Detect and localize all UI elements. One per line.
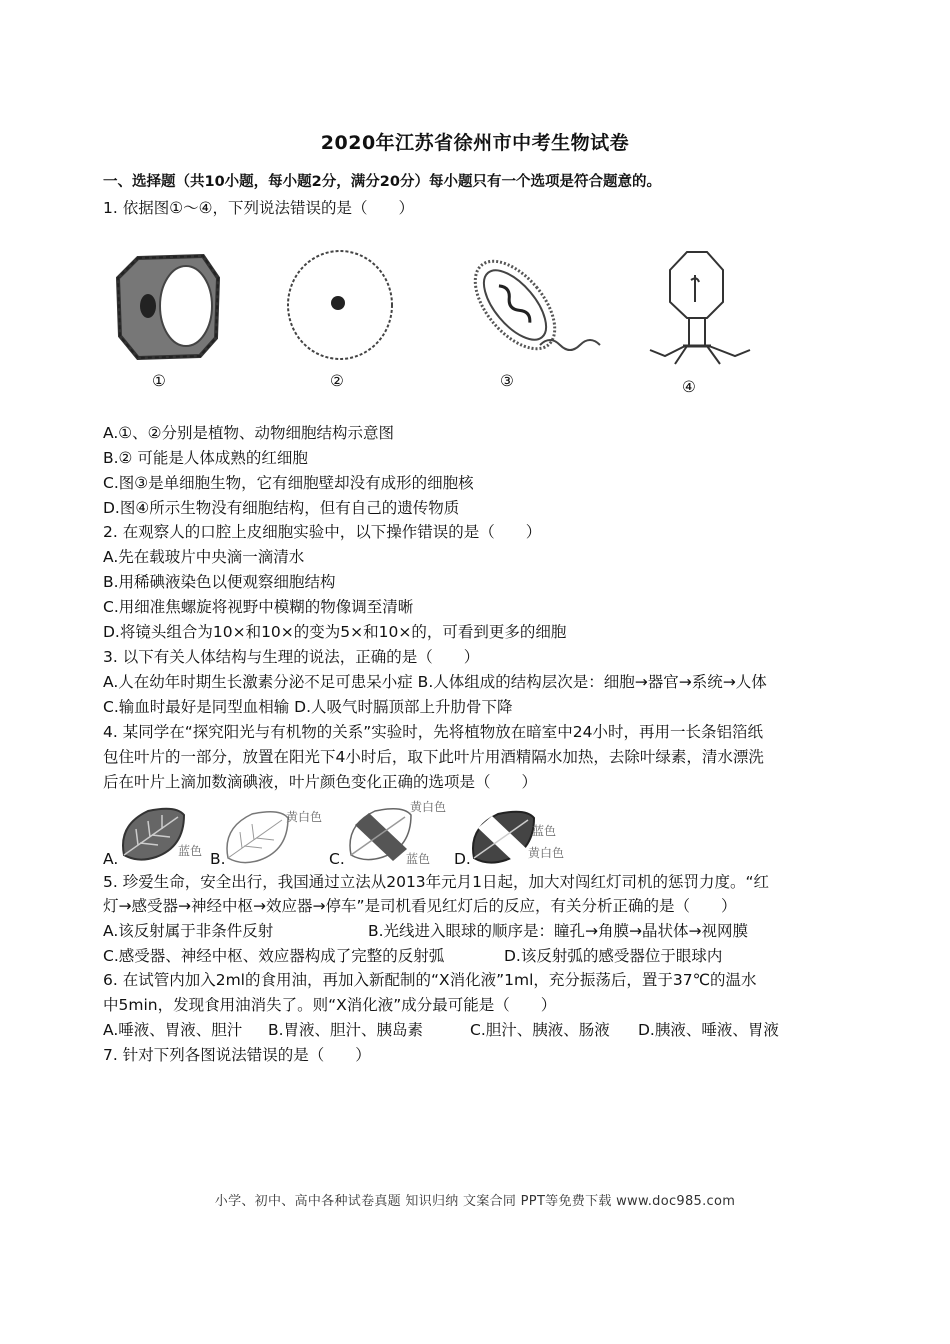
q7-stem: 7. 针对下列各图说法错误的是（ ） <box>103 1046 371 1064</box>
figure-label-1: ① <box>152 372 166 390</box>
virus-figure <box>625 240 765 370</box>
leaf-d-label-1: 蓝色 <box>532 824 557 838</box>
plant-cell-figure <box>108 238 233 373</box>
q3-option-cd: C.输血时最好是同型血相输 D.人吸气时膈顶部上升肋骨下降 <box>103 698 513 716</box>
q6-option-c: C.胆汁、胰液、肠液 <box>470 1021 610 1039</box>
q1-stem: 1. 依据图①～④，下列说法错误的是（ ） <box>103 199 415 217</box>
q5-stem-line-1: 5. 珍爱生命，安全出行，我国通过立法从2013年元月1日起，加大对闯红灯司机的惩罚力度。“红 <box>103 873 770 891</box>
q2-option-d: D.将镜头组合为10×和10×的变为5×和10×的，可看到更多的细胞 <box>103 623 567 641</box>
q5-stem-line-2: 灯→感受器→神经中枢→效应器→停车”是司机看见红灯后的反应，有关分析正确的是（ ） <box>103 897 737 915</box>
section-heading: 一、选择题（共10小题，每小题2分，满分20分）每小题只有一个选项是符合题意的。 <box>103 174 661 190</box>
bacterium-figure <box>460 240 620 370</box>
q1-option-a: A.①、②分别是植物、动物细胞结构示意图 <box>103 424 395 442</box>
leaf-c-label-1: 黄白色 <box>410 800 447 814</box>
figure-label-3: ③ <box>500 372 514 390</box>
q2-option-a: A.先在载玻片中央滴一滴清水 <box>103 548 305 566</box>
q3-option-ab: A.人在幼年时期生长激素分泌不足可患呆小症 B.人体组成的结构层次是：细胞→器官→系统→人体 <box>103 673 767 691</box>
q2-stem: 2. 在观察人的口腔上皮细胞实验中，以下操作错误的是（ ） <box>103 523 542 541</box>
q6-stem-line-1: 6. 在试管内加入2ml的食用油，再加入新配制的“X消化液”1ml，充分振荡后，置于37℃的温水 <box>103 971 757 989</box>
page-title: 2020年江苏省徐州市中考生物试卷 <box>320 132 630 154</box>
q5-option-b: B.光线进入眼球的顺序是：瞳孔→角膜→晶状体→视网膜 <box>368 922 749 940</box>
leaf-d-label-2: 黄白色 <box>528 846 565 860</box>
q4-option-d: D. <box>454 850 471 868</box>
q1-option-b: B.② 可能是人体成熟的红细胞 <box>103 449 308 467</box>
q4-option-c: C. <box>329 850 345 868</box>
q6-option-d: D.胰液、唾液、胃液 <box>638 1021 779 1039</box>
q4-stem-line-1: 4. 某同学在“探究阳光与有机物的关系”实验时，先将植物放在暗室中24小时，再用一长条铝箔纸 <box>103 723 764 741</box>
leaf-c-label-2: 蓝色 <box>406 852 431 866</box>
leaf-a-label-1: 蓝色 <box>178 844 203 858</box>
q5-option-a: A.该反射属于非条件反射 <box>103 922 274 940</box>
q5-option-c: C.感受器、神经中枢、效应器构成了完整的反射弧 <box>103 947 445 965</box>
q3-stem: 3. 以下有关人体结构与生理的说法，正确的是（ ） <box>103 648 480 666</box>
q4-stem-line-2: 包住叶片的一部分，放置在阳光下4小时后，取下此叶片用酒精隔水加热，去除叶绿素，清水漂洗 <box>103 748 764 766</box>
animal-cell-figure <box>280 245 400 365</box>
q1-option-d: D.图④所示生物没有细胞结构，但有自己的遗传物质 <box>103 499 460 517</box>
leaf-b-figure <box>222 808 292 866</box>
leaf-c-figure <box>345 805 415 865</box>
q1-option-c: C.图③是单细胞生物，它有细胞壁却没有成形的细胞核 <box>103 474 474 492</box>
q6-option-a: A.唾液、胃液、胆汁 <box>103 1021 243 1039</box>
q6-option-b: B.胃液、胆汁、胰岛素 <box>268 1021 424 1039</box>
figure-label-4: ④ <box>682 378 696 396</box>
q4-stem-line-3: 后在叶片上滴加数滴碘液，叶片颜色变化正确的选项是（ ） <box>103 773 538 791</box>
q4-option-a: A. <box>103 850 119 868</box>
q6-stem-line-2: 中5min，发现食用油消失了。则“X消化液”成分最可能是（ ） <box>103 996 557 1014</box>
q4-option-b: B. <box>210 850 226 868</box>
leaf-b-label-1: 黄白色 <box>286 810 323 824</box>
q5-option-d: D.该反射弧的感受器位于眼球内 <box>504 947 723 965</box>
figure-label-2: ② <box>330 372 344 390</box>
q2-option-c: C.用细准焦螺旋将视野中模糊的物像调至清晰 <box>103 598 414 616</box>
page-footer: 小学、初中、高中各种试卷真题 知识归纳 文案合同 PPT等免费下载 www.doc985.com <box>214 1194 736 1209</box>
q2-option-b: B.用稀碘液染色以便观察细胞结构 <box>103 573 336 591</box>
